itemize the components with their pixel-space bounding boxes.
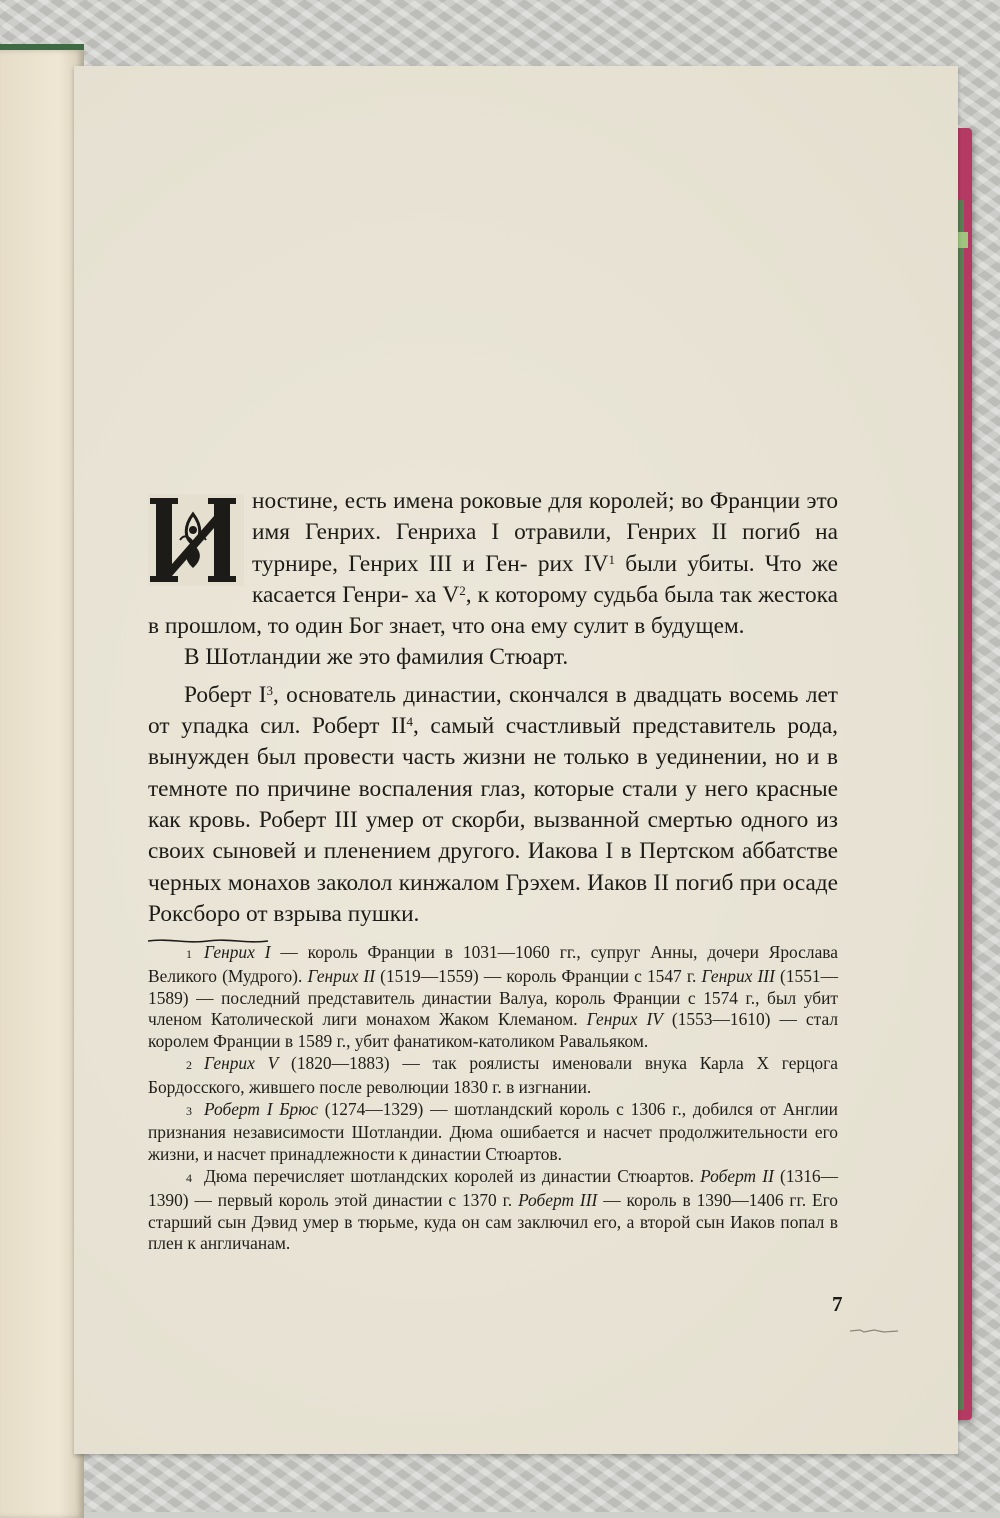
main-text <box>148 486 838 930</box>
footnote-ref-1: 1 <box>608 551 615 567</box>
footnote-ref-2: 2 <box>459 582 466 598</box>
dropcap-ornament-icon <box>148 494 244 586</box>
paragraph-scotland: В Шотландии же это фамилия Стюарт. <box>184 644 569 671</box>
footnote-3: 3 Роберт I Брюс (1274—1329) — шотландский король с 1306 г., добился от Англии признания независимости Шотландии. Дюма ошибается и насчет продолжительности его жизни, и насчет принадлежности к династии Стюартов. <box>148 1098 838 1165</box>
footnote-2: 2 Генрих V (1820—1883) — так роялисты именовали внука Карла X герцога Бордосского, жившего после революции 1830 г. в изгнании. <box>148 1052 838 1097</box>
ornamental-dropcap <box>148 494 244 586</box>
ink-smudge <box>850 1328 898 1334</box>
footnotes <box>148 942 838 1255</box>
paragraph-opening: ностине, есть имена роковые для королей; во Франции это имя Генрих. Генриха I отравили, Генрих II погиб на турнире, Генрих III и Ген- рих $IV^1$ были убиты. Что же касается Генри- ха $V^2$, к которому судьба была так жестока в прошлом, то один Бог знает, что она ему сулит в будущем. <box>148 488 838 640</box>
page-number: 7 <box>832 1292 843 1316</box>
footnote-1: 1 Генрих I — король Франции в 1031—1060 гг., супруг Анны, дочери Ярослава Великого (Мудрого). Генрих II (1519—1559) — король Франции с 1547 г. Генрих III (1551—1589) — последний представитель династии Валуа, король Франции с 1574 г., был убит членом Католической лиги монахом Жаком Клеманом. Генрих IV (1553—1610) — стал королем Франции в 1589 г., убит фанатиком-католиком Равальяком. <box>148 942 839 1052</box>
footnote-ref-3: 3 <box>266 682 273 698</box>
text-prefix: но <box>252 488 277 514</box>
footnote-ref-4: 4 <box>406 713 414 729</box>
footnote-4: 4 Дюма перечисляет шотландских королей из династии Стюартов. Роберт II (1316—1390) — первый король этой династии с 1370 г. Роберт III — король в 1390—1406 гг. Его старший сын Дэвид умер в тюрьме, куда он сам заключил его, а второй сын Иаков попал в плен к англичанам. <box>148 1165 839 1254</box>
paragraph-stuarts: Роберт $I^3$, основатель династии, скончался в двадцать восемь лет от упадка сил. Роберт $II^4$, самый счастливый представитель рода, вынужден был провести часть жизни не только в уединении, но и в темноте по причине воспаления глаз, которые стали у него красные как кровь. Роберт III умер от скорби, вызванной смертью одного из своих сыновей и пленением другого. Иакова I в Пертском аббатстве черных монахов заколол кинжалом Грэхем. Иаков II погиб при осаде Роксборо от взрыва пушки. <box>148 681 838 927</box>
facing-page <box>0 44 84 1518</box>
